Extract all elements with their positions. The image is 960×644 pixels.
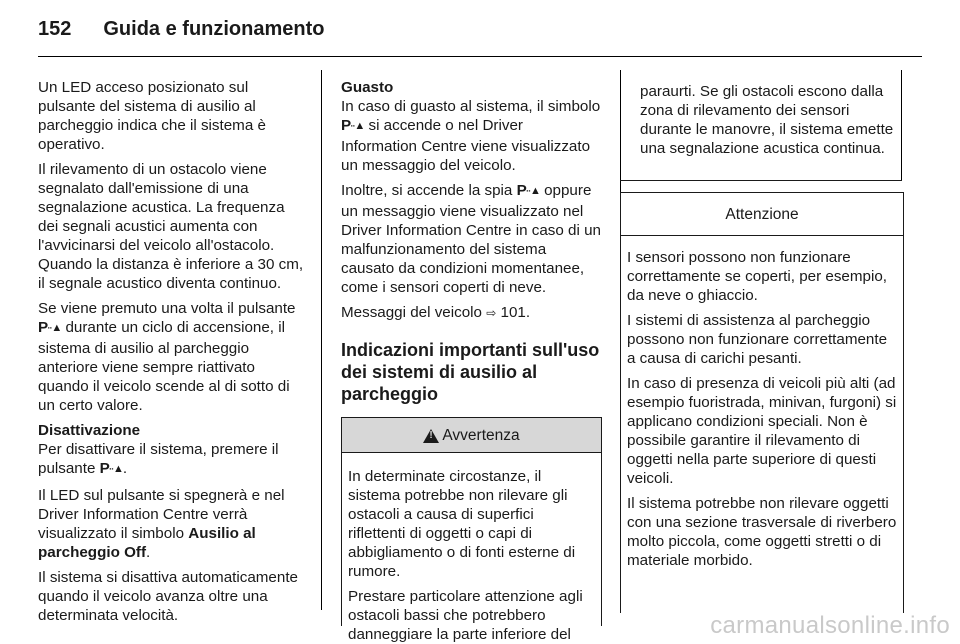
warning-triangle-icon [423, 429, 439, 443]
deactivation-heading: Disattivazione [38, 422, 141, 439]
vehicle-messages-reference[interactable]: Messaggi del veicolo ⇨ 101. [341, 304, 531, 321]
attention-paragraph-2: I sistemi di assistenza al parcheggio possono non funzionare correttamente a causa di carichi pesanti. [627, 312, 888, 367]
box-bottom-rule [620, 180, 902, 181]
attention-paragraph-3: In caso di presenza di veicoli più alti (ad esempio fuoristrada, minivan, furgoni) si applicano condizioni speciali. Non è possibile garantire il rilevamento di oggetti nella parte superiore di questi veicoli. [627, 375, 897, 487]
deactivation-paragraph-3: Il sistema si disattiva automaticamente quando il veicolo avanza oltre una determinata velocità. [38, 569, 298, 624]
deactivation-paragraph-2: Il LED sul pulsante si spegnerà e nel Driver Information Centre verrà visualizzato il simbolo Ausilio al parcheggio Off. [38, 487, 285, 561]
attention-paragraph-1: I sensori possono non funzionare correttamente se coperti, per esempio, da neve o ghiaccio. [627, 249, 887, 304]
park-assist-icon: Pᐧᐧ▲ [516, 182, 540, 199]
warning-paragraph-1: In determinate circostanze, il sistema potrebbe non rilevare gli ostacoli a causa di superfici riflettenti di oggetti o capi di abbigliamento o di fonti esterne di rumore. [348, 468, 576, 580]
page-reference-arrow-icon: ⇨ [486, 306, 497, 320]
continued-paragraph: paraurti. Se gli ostacoli escono dalla zona di rilevamento dei sensori durante le manovre, il sistema emette una segnalazione acustica continua. [640, 83, 894, 157]
park-assist-off-label: Ausilio al parcheggio Off [38, 525, 256, 561]
warning-box [341, 417, 602, 643]
chapter-title: Guida e funzionamento [103, 18, 325, 40]
fault-heading: Guasto [341, 79, 394, 96]
column-2 [341, 78, 602, 643]
warning-header [342, 418, 601, 453]
led-paragraph: Un LED acceso posizionato sul pulsante del sistema di ausilio al parcheggio indica che il sistema è operativo. [38, 79, 266, 153]
header-divider [38, 56, 922, 57]
column-3 [627, 70, 902, 569]
warning-title: Avvertenza [442, 426, 520, 444]
attention-header: Attenzione [621, 193, 903, 236]
reactivation-paragraph: Se viene premuto una volta il pulsante Pᐧᐧ▲ durante un ciclo di accensione, il sistema di ausilio al parcheggio anteriore viene sempre riattivato quando il veicolo scende al di sotto di un certo valore. [38, 300, 296, 414]
watermark: carmanualsonline.info [710, 612, 950, 639]
park-assist-icon: Pᐧᐧ▲ [38, 319, 62, 336]
warning-paragraph-2: Prestare particolare attenzione agli ostacoli bassi che potrebbero danneggiare la parte inferiore del [348, 588, 583, 643]
column-divider-1 [321, 70, 322, 610]
column-1 [38, 78, 304, 631]
park-assist-icon: Pᐧᐧ▲ [341, 117, 365, 134]
attention-body [621, 236, 903, 570]
section-title: Indicazioni importanti sull'uso dei sistemi di ausilio al parcheggio [341, 340, 600, 404]
fault-paragraph-1: In caso di guasto al sistema, il simbolo Pᐧᐧ▲ si accende o nel Driver Information Centre viene visualizzato un messaggio del veicolo. [341, 98, 601, 174]
fault-paragraph-2: Inoltre, si accende la spia Pᐧᐧ▲ oppure un messaggio viene visualizzato nel Driver Information Centre in caso di un malfunzionamento del sistema causato da condizioni momentanee, come i sensori coperti di neve. [341, 182, 601, 296]
page-header [38, 18, 325, 48]
attention-box [620, 192, 904, 613]
deactivation-paragraph-1: Per disattivare il sistema, premere il pulsante Pᐧᐧ▲. [38, 441, 279, 477]
column-3-right-rule [901, 70, 902, 180]
obstacle-detection-paragraph: Il rilevamento di un ostacolo viene segnalato dall'emissione di una segnalazione acustica. La frequenza dei segnali acustici aumenta con l'avvicinarsi del veicolo all'ostacolo. Quando la distanza è inferiore a 30 cm, il segnale acustico diventa continuo. [38, 161, 304, 292]
attention-paragraph-4: Il sistema potrebbe non rilevare oggetti con una sezione trasversale di riverbero molto piccola, come oggetti stretti o di materiale morbido. [627, 495, 897, 569]
warning-body [342, 453, 601, 644]
page-number: 152 [38, 18, 72, 40]
park-assist-icon: Pᐧᐧ▲ [99, 460, 123, 477]
